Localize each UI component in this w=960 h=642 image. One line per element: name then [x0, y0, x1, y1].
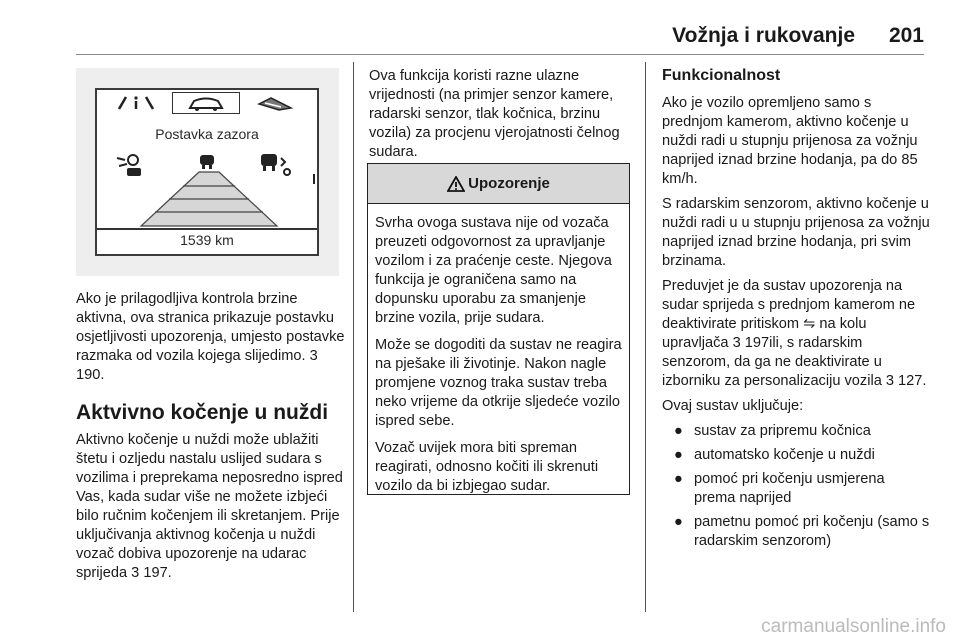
info-icon — [117, 95, 155, 111]
warning-box — [367, 163, 630, 495]
road-icon — [257, 96, 293, 112]
bullet-icon: ● — [674, 447, 683, 463]
road-perspective-graphic — [137, 170, 281, 228]
right-paragraph: Ovaj sustav uključuje: — [662, 398, 804, 414]
running-header-title: Vožnja i rukovanje — [672, 24, 855, 47]
warning-body — [368, 204, 629, 496]
bullet-icon: ● — [674, 514, 683, 530]
column-divider-1 — [353, 62, 354, 612]
list-item — [662, 422, 930, 441]
intro-paragraph: Ako je prilagodljiva kontrola brzine aktivna, ova stranica prikazuje postavku osjetljivosti upozorenja, umjesto postavke razmaka od vozila kojega slijedimo. 3 190. — [76, 291, 345, 383]
warning-paragraph: Svrha ovoga sustava nije od vozača preuzeti odgovornost za upravljanje vozilom i za praćenje ceste. Njegova funkcija je ograničena samo na dopunsku uporabu za smanjenje brzine vozila, prije sudara. — [375, 215, 612, 326]
right-paragraph: Ako je vozilo opremljeno samo s prednjom kamerom, aktivno kočenje u nuždi radi u stupnju prijenosa za vožnju naprijed iznad brzine hodanja, pa do 85 km/h. — [662, 95, 918, 187]
feature-list — [662, 422, 930, 551]
list-item — [662, 470, 930, 508]
scroll-indicator — [313, 174, 315, 184]
warning-paragraph: Vozač uvijek mora biti spreman reagirati, odnosno kočiti ili skrenuti vozilo da bi izbjegao sudar. — [375, 440, 599, 494]
warning-paragraph: Može se dogoditi da sustav ne reagira na pješake ili životinje. Nakon nagle promjene voznog traka sustav treba neko vrijeme da otkrije sljedeće vozilo ispred sebe. — [375, 337, 622, 429]
left-column — [76, 290, 346, 589]
right-paragraph: Preduvjet je da sustav upozorenja na sudar sprijeda s prednjom kamerom ne deaktivirate pritiskom ⇋ na kolu upravljača 3 197ili, s radarskim senzorom, da ga ne deaktivirate u izborniku za personalizaciju vozila 3 127. — [662, 278, 927, 389]
display-screen — [95, 88, 319, 256]
display-title: Postavka zazora — [155, 126, 259, 142]
odometer-readout: 1539 km — [180, 232, 234, 248]
section-heading: Aktvivno kočenje u nuždi — [76, 401, 329, 424]
instrument-display-illustration — [76, 68, 339, 276]
list-item — [662, 513, 930, 551]
middle-column-intro — [369, 67, 639, 168]
section-body: Aktivno kočenje u nuždi može ublažiti štetu i ozljedu nastalu uslijed sudara s vozilima i preprekama neposredno ispred Vas, kada sudar više ne možete izbjeći bilo ručnim kočenjem ili skretanjem. Prije uključivanja aktivnog kočenja u nuždi vozač dobiva upozorenje na udarac sprijeda 3 197. — [76, 432, 343, 581]
car-ahead-icon — [186, 96, 226, 112]
middle-intro-paragraph: Ova funkcija koristi razne ulazne vrijednosti (na primjer senzor kamere, radarski senzor, tlak kočnica, brzinu vozila) za procjenu vjerojatnosti čelnog sudara. — [369, 68, 620, 160]
list-item-text: pomoć pri kočenju usmjerena prema naprijed — [694, 471, 885, 506]
bullet-icon: ● — [674, 423, 683, 439]
car-following-icon — [197, 152, 217, 172]
list-item-text: automatsko kočenje u nuždi — [694, 447, 875, 463]
right-paragraph: S radarskim senzorom, aktivno kočenje u nuždi radi u u stupnju prijenosa za vožnju naprijed iznad brzine hodanja, pri svim brzinama. — [662, 196, 930, 269]
list-item-text: pametnu pomoć pri kočenju (samo s radarskim senzorom) — [694, 514, 930, 549]
functionality-heading: Funkcionalnost — [662, 67, 781, 84]
page-number: 201 — [888, 24, 924, 47]
right-column — [662, 66, 930, 556]
bullet-icon: ● — [674, 471, 683, 487]
watermark: carmanualsonline.info — [761, 616, 946, 637]
column-divider-2 — [645, 62, 646, 612]
list-item-text: sustav za pripremu kočnica — [694, 423, 871, 439]
warning-triangle-icon — [447, 176, 465, 192]
list-item — [662, 446, 930, 465]
warning-header — [368, 164, 629, 204]
display-divider — [97, 228, 317, 230]
warning-title: Upozorenje — [468, 175, 550, 192]
header-rule — [76, 54, 924, 55]
